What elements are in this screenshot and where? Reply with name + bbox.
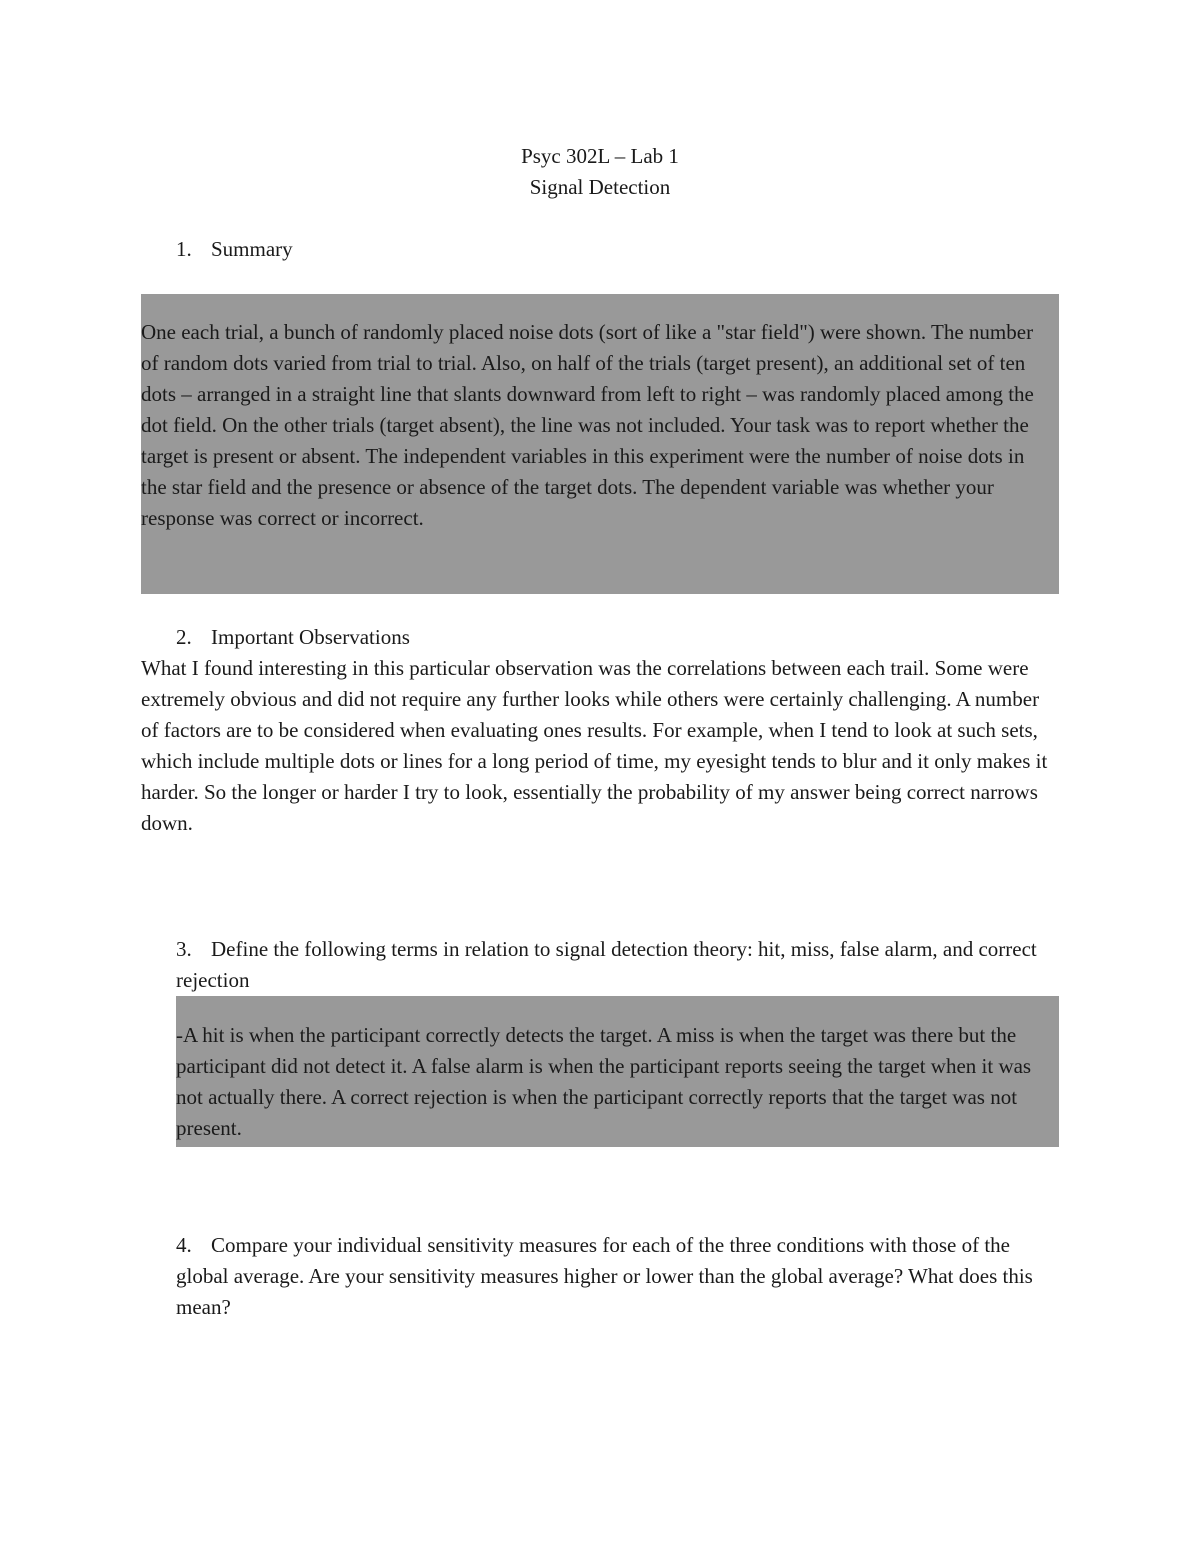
section-2-title: Important Observations [211,625,410,649]
section-4-heading [176,1230,1060,1323]
section-1-title: Summary [211,237,293,261]
section-3-heading [176,934,1060,996]
observations-text: What I found interesting in this particular observation was the correlations between each trail. Some were extremely obvious and did not require any further looks while others were certainly challenging. A number of factors are to be considered when evaluating ones results. For example, when I tend to look at such sets, which include multiple dots or lines for a long period of time, my eyesight tends to blur and it only makes it harder. So the longer or harder I try to look, essentially the probability of my answer being correct narrows down. [141,656,1048,835]
section-3-number: 3. [176,937,192,961]
section-3-title: Define the following terms in relation to signal detection theory: hit, miss, false alarm, and correct rejection [176,937,1037,992]
definitions-answer-box [176,996,1059,1147]
document-title: Psyc 302L – Lab 1 [521,144,679,168]
section-1-number: 1. [176,237,192,261]
section-1-heading [176,234,293,265]
section-4-title: Compare your individual sensitivity measures for each of the three conditions with those of the global average. Are your sensitivity measures higher or lower than the global average? What does this mean? [176,1233,1033,1319]
section-2-number: 2. [176,625,192,649]
section-2-heading [176,622,410,653]
summary-text: One each trial, a bunch of randomly placed noise dots (sort of like a "star field") were shown. The number of random dots varied from trial to trial. Also, on half of the trials (target present), an additional set of ten dots – arranged in a straight line that slants downward from left to right – was randomly placed among the dot field. On the other trials (target absent), the line was not included. Your task was to report whether the target is present or absent. The independent variables in this experiment were the number of noise dots in the star field and the presence or absence of the target dots. The dependent variable was whether your response was correct or incorrect. [141,320,1034,530]
section-4-number: 4. [176,1233,192,1257]
summary-answer-box [141,294,1059,594]
definitions-text: -A hit is when the participant correctly detects the target. A miss is when the target was there but the participant did not detect it. A false alarm is when the participant reports seeing the target when it was not actually there. A correct rejection is when the participant correctly reports that the target was not present. [176,1023,1032,1140]
document-subtitle: Signal Detection [529,175,671,199]
